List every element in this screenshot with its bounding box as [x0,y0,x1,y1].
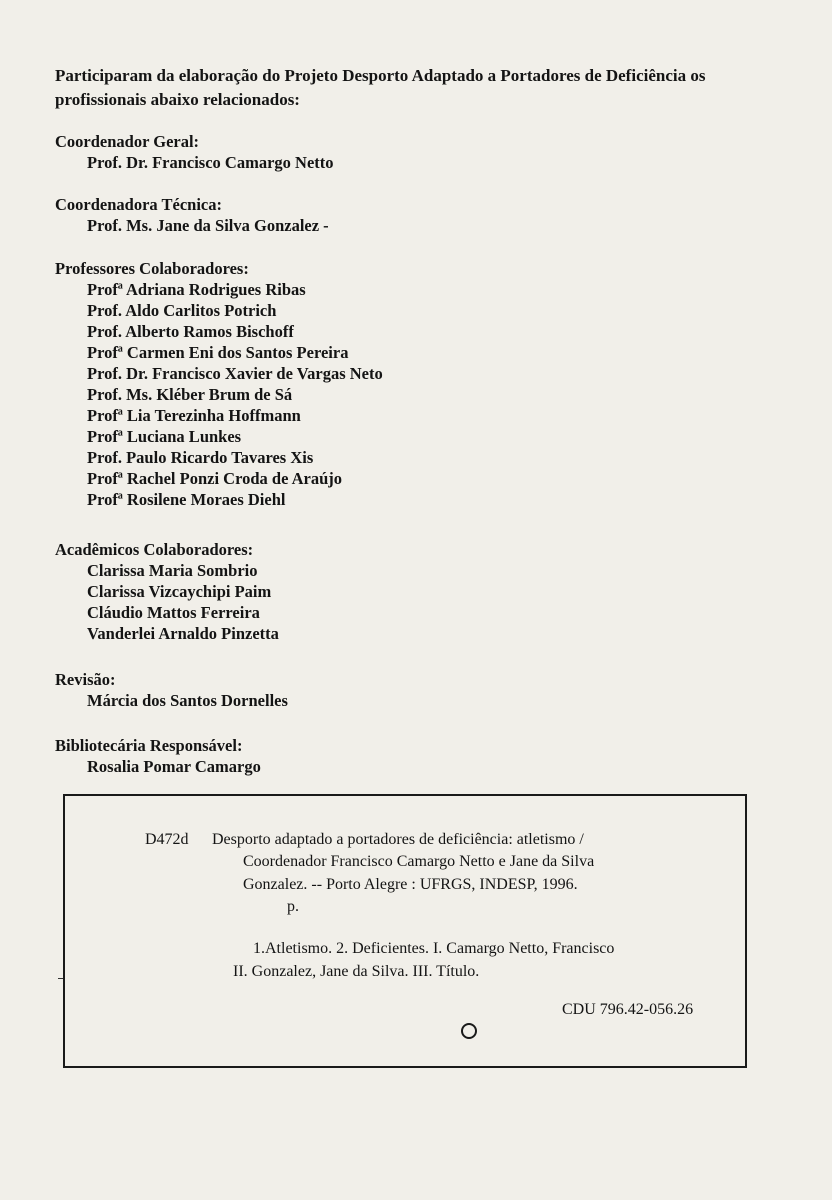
section-heading: Revisão: [55,670,116,689]
section-bibliotecaria [55,735,261,777]
person-name: Profª Rosilene Moraes Diehl [87,490,286,509]
person-name: Profª Lia Terezinha Hoffmann [87,406,301,425]
person-name: Prof. Aldo Carlitos Potrich [87,301,277,320]
person-name: Prof. Ms. Kléber Brum de Sá [87,385,293,404]
section-heading: Bibliotecária Responsável: [55,736,243,755]
intro-line-1: Participaram da elaboração do Projeto Desporto Adaptado a Portadores de Deficiência os [55,66,706,85]
section-academicos-colaboradores [55,539,279,644]
person-name: Profª Adriana Rodrigues Ribas [87,280,306,299]
section-coordenador-geral [55,131,334,173]
section-heading: Coordenadora Técnica: [55,195,222,214]
person-name: Profª Rachel Ponzi Croda de Araújo [87,469,343,488]
person-name: Márcia dos Santos Dornelles [87,691,288,710]
person-name: Prof. Alberto Ramos Bischoff [87,322,294,341]
cdu-classification: CDU 796.42-056.26 [562,1001,694,1018]
person-name: Prof. Dr. Francisco Xavier de Vargas Neto [87,364,383,383]
person-name: Profª Carmen Eni dos Santos Pereira [87,343,349,362]
catalog-line-1: Desporto adaptado a portadores de deficiência: atletismo / [212,831,584,848]
section-revisao [55,669,288,711]
person-name: Rosalia Pomar Camargo [87,757,261,776]
section-heading: Professores Colaboradores: [55,259,249,278]
person-name: Prof. Dr. Francisco Camargo Netto [87,153,334,172]
catalog-line-2: Coordenador Francisco Camargo Netto e Jane da Silva [243,853,595,870]
person-name: Vanderlei Arnaldo Pinzetta [87,624,279,643]
person-name: Prof. Ms. Jane da Silva Gonzalez - [87,216,329,235]
person-name: Clarissa Vizcaychipi Paim [87,582,272,601]
person-name: Clarissa Maria Sombrio [87,561,258,580]
catalog-card [63,794,747,1068]
person-name: Profª Luciana Lunkes [87,427,242,446]
section-coordenadora-tecnica [55,194,329,236]
catalog-subjects-1: 1.Atletismo. 2. Deficientes. I. Camargo Netto, Francisco [253,940,615,957]
section-professores-colaboradores [55,258,383,510]
intro-line-2: profissionais abaixo relacionados: [55,90,300,109]
call-number: D472d [145,831,189,848]
person-name: Cláudio Mattos Ferreira [87,603,260,622]
catalog-line-3: Gonzalez. -- Porto Alegre : UFRGS, INDESP, 1996. [243,876,578,893]
section-heading: Acadêmicos Colaboradores: [55,540,254,559]
circle-mark-icon [461,1023,477,1039]
section-heading: Coordenador Geral: [55,132,200,151]
catalog-subjects-2: II. Gonzalez, Jane da Silva. III. Título. [233,963,480,980]
person-name: Prof. Paulo Ricardo Tavares Xis [87,448,314,467]
catalog-line-4: p. [287,898,299,915]
intro-paragraph [55,64,815,112]
